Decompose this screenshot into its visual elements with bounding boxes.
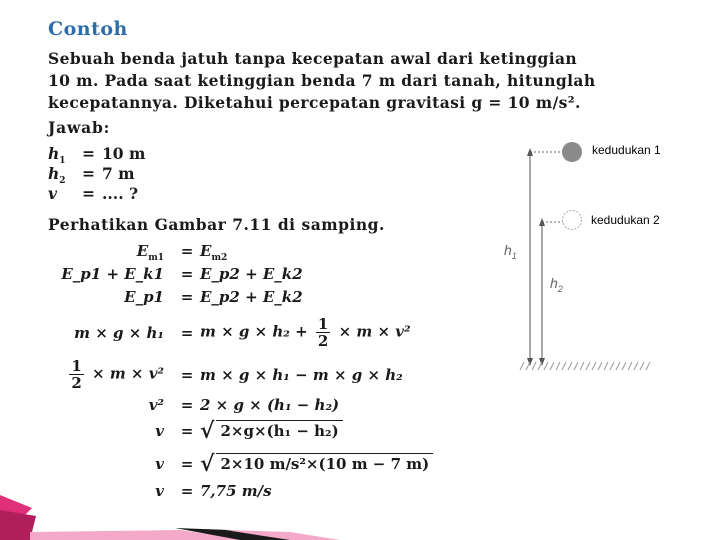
equals-sign: = <box>180 455 194 473</box>
row-left: $\frac{1}{2}$ × m × v² <box>71 357 164 392</box>
fraction: $\frac{1}{2}$ <box>71 357 82 392</box>
row-left: v <box>155 455 164 473</box>
label-h2: $h_2$ <box>550 275 563 294</box>
problem-line-1: Sebuah benda jatuh tanpa kecepatan awal dari ketinggian <box>48 49 578 68</box>
derivation-row-1 <box>44 242 504 264</box>
row-right: √ 2×10 m/s²×(10 m − 7 m) <box>200 451 433 477</box>
derivation-row-7 <box>44 418 504 448</box>
equals-sign: = <box>82 164 95 183</box>
equals-sign: = <box>180 324 194 342</box>
answer-label: Jawab: <box>48 118 111 137</box>
example-title: Contoh <box>48 18 128 40</box>
given-v <box>48 184 145 204</box>
given-symbol: v <box>48 184 58 203</box>
equals-sign: = <box>180 482 194 500</box>
row-right: E_p2 + E_k2 <box>200 265 303 283</box>
label-h1: $h_1$ <box>504 242 517 261</box>
equals-sign: = <box>180 366 194 384</box>
row-left: v <box>155 482 164 500</box>
equals-sign: = <box>180 288 194 306</box>
equals-sign: = <box>82 144 95 163</box>
equals-sign: = <box>82 184 95 203</box>
decorative-corner <box>0 450 720 540</box>
row-left: m × g × h₁ <box>74 324 164 342</box>
given-symbol: $h_1$ <box>48 144 66 167</box>
fraction: $\frac{1}{2}$ <box>317 315 329 350</box>
derivation-row-3 <box>44 288 504 310</box>
derivation-row-6 <box>44 396 504 418</box>
row-right: √ 2×g×(h₁ − h₂) <box>200 418 343 444</box>
row-left: v² <box>148 396 164 414</box>
derivation-row-4 <box>44 316 504 350</box>
row-right: E_p2 + E_k2 <box>200 288 303 306</box>
label-position-1: kedudukan 1 <box>592 143 661 157</box>
ball-position-2 <box>563 211 582 230</box>
given-h2 <box>48 164 145 187</box>
falling-object-figure <box>490 130 720 390</box>
row-right: $E_{m2}$ <box>200 242 228 263</box>
row-left: $E_{m1}$ <box>136 242 164 263</box>
row-right: 7,75 m/s <box>200 482 272 500</box>
see-figure-text: Perhatikan Gambar 7.11 di samping. <box>48 215 385 234</box>
ground-hatching <box>520 362 650 370</box>
h1-arrow-top <box>527 148 533 156</box>
given-value: .... ? <box>102 184 139 203</box>
equals-sign: = <box>180 242 194 260</box>
problem-line-3: kecepatannya. Diketahui percepatan gravitasi g = 10 m/s². <box>48 93 581 112</box>
row-left: E_p1 <box>124 288 164 306</box>
given-h1 <box>48 144 146 167</box>
radical-sign: √ <box>200 418 215 444</box>
derivation-row-5 <box>44 358 504 392</box>
equals-sign: = <box>180 396 194 414</box>
given-values <box>48 144 145 204</box>
given-value: 10 m <box>102 144 146 163</box>
equals-sign: = <box>180 422 194 440</box>
given-symbol: $h_2$ <box>48 164 66 187</box>
equals-sign: = <box>180 265 194 283</box>
problem-statement <box>48 48 688 114</box>
row-right: m × g × h₂ + $\frac{1}{2}$ × m × v² <box>200 315 411 350</box>
h2-arrow-top <box>539 218 545 226</box>
row-right: m × g × h₁ − m × g × h₂ <box>200 366 403 384</box>
row-left: E_p1 + E_k1 <box>61 265 164 283</box>
given-value: 7 m <box>102 164 135 183</box>
ball-position-1 <box>562 142 582 162</box>
radical-sign: √ <box>200 451 215 477</box>
label-position-2: kedudukan 2 <box>591 213 660 227</box>
row-right: 2 × g × (h₁ − h₂) <box>200 396 340 414</box>
derivation-row-2 <box>44 265 504 287</box>
problem-line-2: 10 m. Pada saat ketinggian benda 7 m dari tanah, hitunglah <box>48 71 596 90</box>
row-left: v <box>155 422 164 440</box>
